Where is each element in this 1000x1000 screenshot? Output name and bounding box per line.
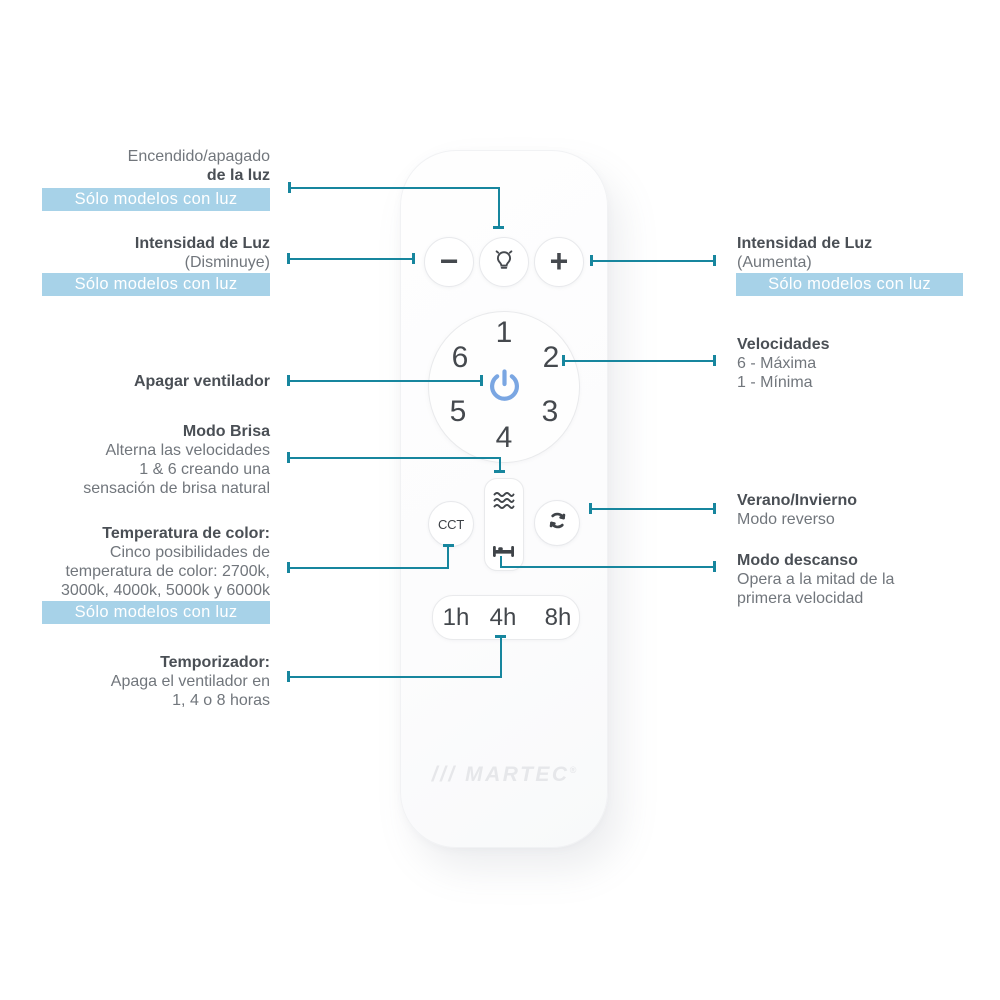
breeze-sleep-pill[interactable]	[484, 478, 524, 571]
remote-body	[400, 150, 608, 848]
callout-timer-v	[500, 637, 502, 678]
timer-4h-button[interactable]: 4h	[489, 603, 517, 631]
label-sleep-line2: primera velocidad	[737, 590, 864, 607]
label-light-dim-title: Intensidad de Luz	[134, 235, 270, 252]
label-light-toggle	[20, 147, 270, 185]
label-speeds-min: 1 - Mínima	[737, 374, 813, 391]
callout-tick	[590, 255, 593, 266]
callout-sleep-h	[500, 566, 715, 568]
label-color-temp-line1: Cinco posibilidades de	[109, 544, 270, 561]
label-speeds	[737, 335, 987, 392]
sleep-bed-icon[interactable]	[492, 544, 515, 564]
callout-reverse-h	[591, 508, 715, 510]
callout-tick	[288, 182, 291, 193]
light-toggle-button[interactable]	[479, 237, 529, 287]
badge-light-models-2: Sólo modelos con luz	[42, 273, 270, 296]
callout-tick	[713, 561, 716, 572]
label-timer	[20, 653, 270, 710]
speed-6[interactable]: 6	[451, 341, 469, 374]
callout-tick	[713, 355, 716, 366]
callout-speeds-h	[564, 360, 715, 362]
label-fan-off	[20, 372, 270, 391]
label-sleep-line1: Opera a la mitad de la	[737, 571, 895, 588]
callout-breeze-h	[289, 457, 501, 459]
label-light-dim	[20, 234, 270, 272]
label-light-brighten-title: Intensidad de Luz	[737, 235, 873, 252]
speed-4[interactable]: 4	[495, 421, 513, 454]
label-light-toggle-line2: de la luz	[206, 167, 270, 184]
speed-1[interactable]: 1	[495, 316, 513, 349]
callout-tick	[287, 375, 290, 386]
power-icon[interactable]	[486, 367, 523, 409]
registered-mark: ®	[569, 765, 577, 775]
label-color-temp-line2: temperatura de color: 2700k,	[65, 563, 270, 580]
callout-timer-h	[289, 676, 502, 678]
callout-tick	[287, 253, 290, 264]
label-reverse-mode	[737, 491, 987, 529]
martec-logo	[401, 763, 607, 787]
timer-pill[interactable]	[432, 595, 580, 640]
callout-tick	[493, 226, 504, 229]
label-sleep-title: Modo descanso	[737, 552, 858, 569]
callout-brighten-h	[592, 260, 715, 262]
callout-tick	[480, 375, 483, 386]
cct-label: CCT	[437, 516, 465, 532]
callout-tick	[494, 470, 505, 473]
label-sleep-mode	[737, 551, 987, 608]
callout-tick	[713, 255, 716, 266]
badge-light-models-3: Sólo modelos con luz	[42, 601, 270, 624]
label-color-temp	[20, 524, 270, 600]
label-color-temp-title: Temperatura de color:	[102, 525, 270, 542]
reverse-rotate-icon	[546, 509, 569, 537]
callout-dim-h	[289, 258, 414, 260]
speed-3[interactable]: 3	[541, 395, 559, 428]
cct-button[interactable]	[428, 501, 474, 547]
label-timer-line2: 1, 4 o 8 horas	[172, 692, 270, 709]
speed-5[interactable]: 5	[449, 395, 467, 428]
callout-tick	[287, 671, 290, 682]
label-light-toggle-line1: Encendido/apagado	[127, 148, 270, 165]
callout-tick	[589, 503, 592, 514]
callout-fan-off-h	[289, 380, 482, 382]
label-light-dim-sub: (Disminuye)	[184, 254, 270, 271]
callout-light-toggle-h	[290, 187, 500, 189]
callout-breeze-v	[499, 457, 501, 471]
callout-cct-h	[289, 567, 449, 569]
callout-tick	[412, 253, 415, 264]
timer-1h-button[interactable]: 1h	[442, 603, 470, 631]
label-reverse-sub: Modo reverso	[737, 511, 835, 528]
badge-light-models-1: Sólo modelos con luz	[42, 188, 270, 211]
callout-tick	[713, 503, 716, 514]
label-breeze-line2: 1 & 6 creando una	[139, 461, 270, 478]
light-dim-button[interactable]	[424, 237, 474, 287]
reverse-button[interactable]	[534, 500, 580, 546]
callout-tick	[287, 452, 290, 463]
label-timer-title: Temporizador:	[160, 654, 270, 671]
label-reverse-title: Verano/Invierno	[737, 492, 858, 509]
speed-2[interactable]: 2	[542, 341, 560, 374]
label-timer-line1: Apaga el ventilador en	[110, 673, 270, 690]
light-brighten-button[interactable]	[534, 237, 584, 287]
label-breeze-line1: Alterna las velocidades	[105, 442, 270, 459]
callout-light-toggle-v	[498, 187, 500, 228]
callout-tick	[562, 355, 565, 366]
speed-dial[interactable]	[428, 311, 580, 463]
label-speeds-max: 6 - Máxima	[737, 355, 817, 372]
label-fan-off-title: Apagar ventilador	[133, 373, 270, 390]
plus-icon: +	[549, 243, 569, 279]
label-speeds-title: Velocidades	[737, 336, 830, 353]
label-light-brighten-sub: (Aumenta)	[737, 254, 812, 271]
label-breeze-title: Modo Brisa	[182, 423, 270, 440]
badge-light-models-4: Sólo modelos con luz	[736, 273, 963, 296]
label-breeze-mode	[20, 422, 270, 498]
callout-cct-v	[447, 546, 449, 568]
callout-tick	[287, 562, 290, 573]
breeze-waves-icon[interactable]	[492, 490, 516, 516]
light-bulb-icon	[490, 246, 518, 279]
logo-slashes: ///	[431, 763, 457, 786]
label-breeze-line3: sensación de brisa natural	[83, 480, 270, 497]
logo-wordmark: MARTEC	[465, 763, 570, 786]
label-light-brighten	[737, 234, 987, 272]
minus-icon: −	[439, 243, 459, 279]
label-color-temp-line3: 3000k, 4000k, 5000k y 6000k	[60, 582, 270, 599]
timer-8h-button[interactable]: 8h	[544, 603, 572, 631]
